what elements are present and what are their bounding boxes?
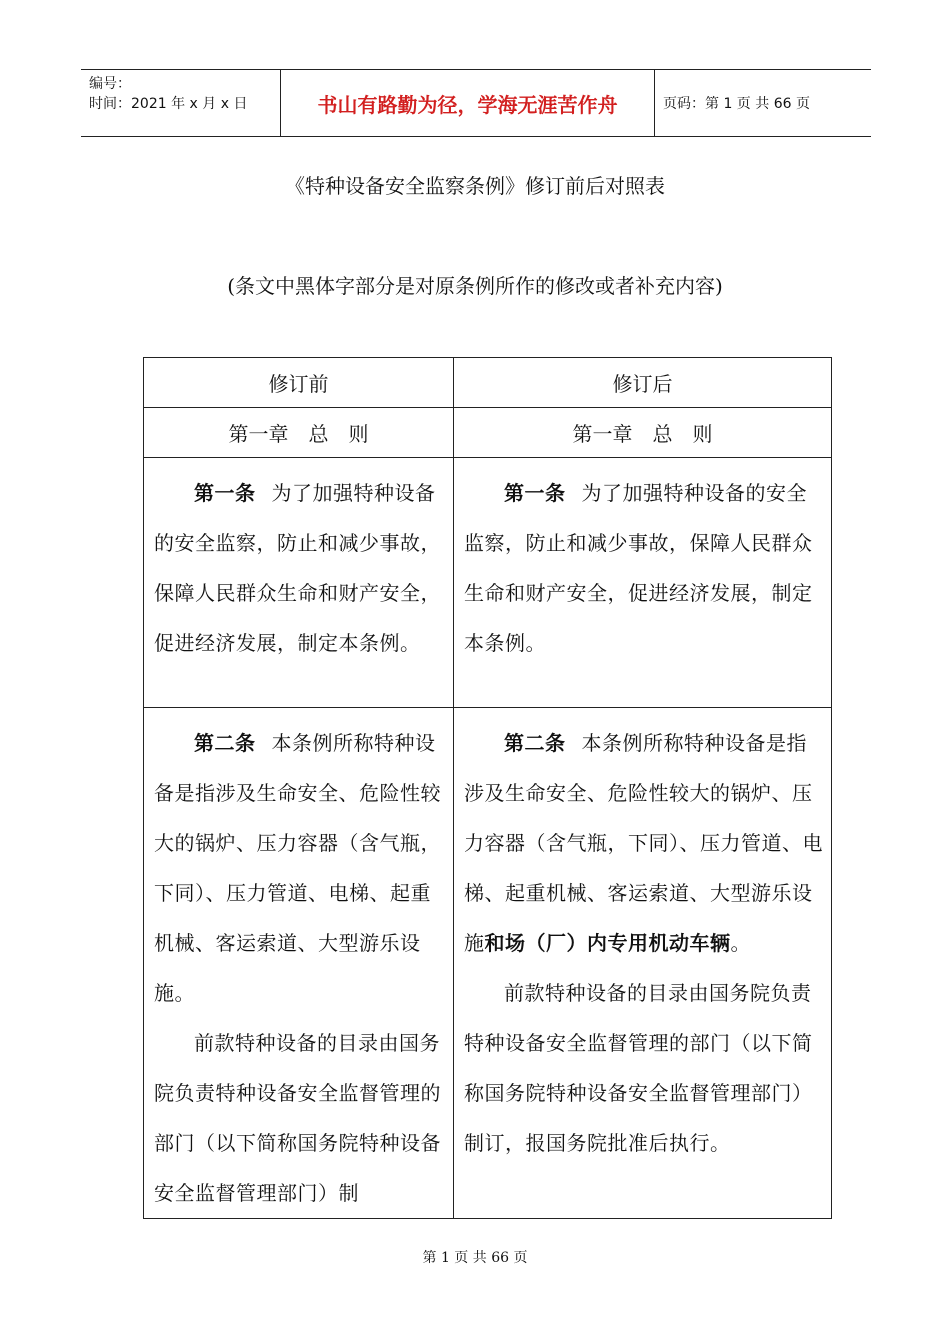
article-paragraph: 前款特种设备的目录由国务院负责特种设备安全监督管理的部门（以下简称国务院特种设备安全监督管理部门）制 <box>154 1031 441 1205</box>
article-label: 第二条 <box>194 731 256 755</box>
article-text: 本条例所称特种设备是指涉及生命安全、危险性较大的锅炉、压力容器（含气瓶，下同）、压力管道、电梯、起重机械、客运索道、大型游乐设施。 <box>154 731 441 1005</box>
article-text: 为了加强特种设备的安全监察，防止和减少事故，保障人民群众生命和财产安全，促进经济发展，制定本条例。 <box>464 481 813 655</box>
article-paragraph: 前款特种设备的目录由国务院负责特种设备安全监督管理的部门（以下简称国务院特种设备安全监督管理部门）制订，报国务院批准后执行。 <box>464 981 813 1155</box>
amended-text: 和场（厂）内专用机动车辆 <box>484 931 731 955</box>
article-label: 第二条 <box>504 731 566 755</box>
col-header-after: 修订后 <box>454 358 832 408</box>
number-label: 编号： <box>89 76 131 92</box>
comparison-table <box>143 357 832 1219</box>
document-subtitle: (条文中黑体字部分是对原条例所作的修改或者补充内容) <box>227 274 723 298</box>
article1-before <box>144 458 454 708</box>
article2-after <box>454 708 832 1219</box>
page-header <box>81 69 871 137</box>
article-label: 第一条 <box>194 481 256 505</box>
time-label: 时间：2021 年 x 月 x 日 <box>89 96 248 112</box>
article-text-end: 。 <box>730 931 751 955</box>
chapter-row <box>144 408 832 458</box>
chapter-after: 第一章 总 则 <box>454 408 832 458</box>
col-header-before: 修订前 <box>144 358 454 408</box>
table-row <box>144 458 832 708</box>
header-page-info: 页码：第 1 页 共 66 页 <box>663 96 810 112</box>
table-row <box>144 708 832 1219</box>
chapter-before: 第一章 总 则 <box>144 408 454 458</box>
page-footer: 第 1 页 共 66 页 <box>422 1250 528 1266</box>
article-label: 第一条 <box>504 481 566 505</box>
article2-before <box>144 708 454 1219</box>
article-text: 本条例所称特种设备是指涉及生命安全、危险性较大的锅炉、压力容器（含气瓶，下同）、压力管道、电梯、起重机械、客运索道、大型游乐设施 <box>464 731 823 955</box>
header-meta <box>81 70 281 136</box>
comparison-table-wrap <box>143 357 831 1209</box>
article1-after <box>454 458 832 708</box>
article-text: 为了加强特种设备的安全监察，防止和减少事故，保障人民群众生命和财产安全，促进经济发展，制定本条例。 <box>154 481 441 655</box>
table-header-row <box>144 358 832 408</box>
document-title: 《特种设备安全监察条例》修订前后对照表 <box>285 174 665 198</box>
header-motto: 书山有路勤为径，学海无涯苦作舟 <box>281 70 655 136</box>
